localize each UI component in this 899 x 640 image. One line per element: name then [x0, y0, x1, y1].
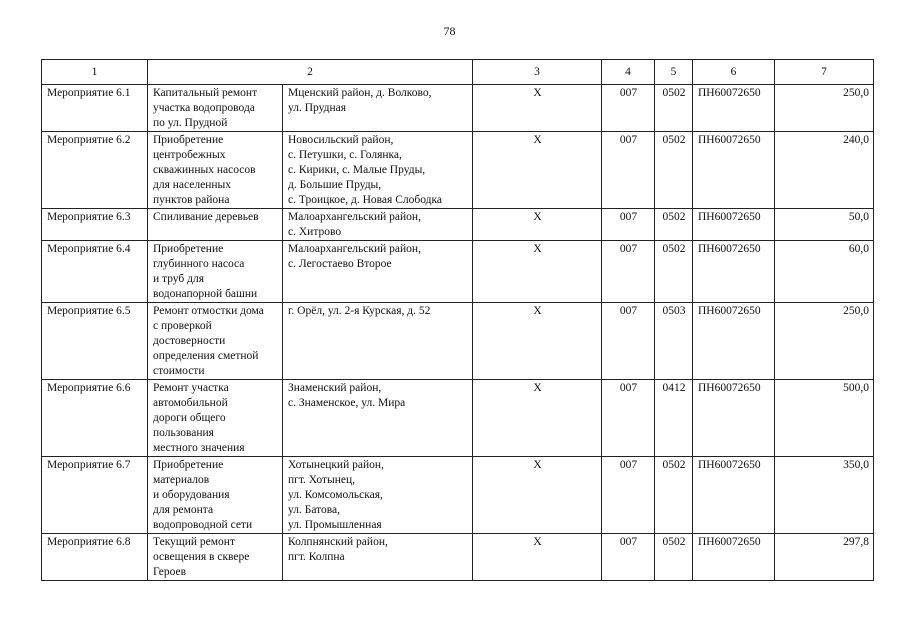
header-cell-7: 7	[775, 60, 874, 85]
amount-cell: 240,0	[775, 132, 874, 209]
activity-cell: Мероприятие 6.3	[42, 209, 148, 241]
location-cell: Малоархангельский район, с. Легостаево Второе	[283, 241, 473, 303]
activity-cell: Мероприятие 6.6	[42, 380, 148, 457]
col3-cell: X	[473, 380, 602, 457]
table-row	[42, 241, 874, 303]
header-cell-6: 6	[693, 60, 775, 85]
col3-cell: X	[473, 85, 602, 132]
amount-cell: 250,0	[775, 303, 874, 380]
table-row	[42, 132, 874, 209]
col5-cell: 0502	[655, 241, 693, 303]
location-cell: Колпнянский район, пгт. Колпна	[283, 534, 473, 581]
description-cell: Спиливание деревьев	[148, 209, 283, 241]
table-row	[42, 303, 874, 380]
description-cell: Приобретение материалов и оборудования для ремонта водопроводной сети	[148, 457, 283, 534]
col5-cell: 0502	[655, 85, 693, 132]
code-cell: ПН60072650	[693, 132, 775, 209]
code-cell: ПН60072650	[693, 303, 775, 380]
col4-cell: 007	[602, 209, 655, 241]
description-cell: Приобретение глубинного насоса и труб для водонапорной башни	[148, 241, 283, 303]
col3-cell: X	[473, 241, 602, 303]
amount-cell: 250,0	[775, 85, 874, 132]
header-cell-3: 3	[473, 60, 602, 85]
header-cell-5: 5	[655, 60, 693, 85]
col5-cell: 0412	[655, 380, 693, 457]
table-row	[42, 457, 874, 534]
location-cell: Мценский район, д. Волково, ул. Прудная	[283, 85, 473, 132]
table-row	[42, 85, 874, 132]
col5-cell: 0502	[655, 209, 693, 241]
activity-cell: Мероприятие 6.2	[42, 132, 148, 209]
col4-cell: 007	[602, 457, 655, 534]
code-cell: ПН60072650	[693, 209, 775, 241]
location-cell: г. Орёл, ул. 2-я Курская, д. 52	[283, 303, 473, 380]
code-cell: ПН60072650	[693, 85, 775, 132]
col4-cell: 007	[602, 132, 655, 209]
col3-cell: X	[473, 132, 602, 209]
code-cell: ПН60072650	[693, 380, 775, 457]
col5-cell: 0502	[655, 132, 693, 209]
amount-cell: 350,0	[775, 457, 874, 534]
table-row	[42, 534, 874, 581]
location-cell: Знаменский район, с. Знаменское, ул. Мира	[283, 380, 473, 457]
activity-cell: Мероприятие 6.7	[42, 457, 148, 534]
activities-table	[41, 59, 874, 581]
header-cell-2: 2	[148, 60, 473, 85]
activity-cell: Мероприятие 6.4	[42, 241, 148, 303]
location-cell: Хотынецкий район, пгт. Хотынец, ул. Комсомольская, ул. Батова, ул. Промышленная	[283, 457, 473, 534]
table-body	[42, 60, 874, 581]
col4-cell: 007	[602, 303, 655, 380]
table-header-row	[42, 60, 874, 85]
col3-cell: X	[473, 457, 602, 534]
col5-cell: 0503	[655, 303, 693, 380]
code-cell: ПН60072650	[693, 534, 775, 581]
activity-cell: Мероприятие 6.1	[42, 85, 148, 132]
page-number: 78	[443, 24, 456, 38]
description-cell: Текущий ремонт освещения в сквере Героев	[148, 534, 283, 581]
header-cell-1: 1	[42, 60, 148, 85]
amount-cell: 500,0	[775, 380, 874, 457]
col4-cell: 007	[602, 380, 655, 457]
description-cell: Ремонт отмостки дома с проверкой достоверности определения сметной стоимости	[148, 303, 283, 380]
table-row	[42, 209, 874, 241]
amount-cell: 60,0	[775, 241, 874, 303]
amount-cell: 50,0	[775, 209, 874, 241]
activity-cell: Мероприятие 6.5	[42, 303, 148, 380]
table-row	[42, 380, 874, 457]
col4-cell: 007	[602, 534, 655, 581]
code-cell: ПН60072650	[693, 457, 775, 534]
amount-cell: 297,8	[775, 534, 874, 581]
location-cell: Новосильский район, с. Петушки, с. Голянка, с. Кирики, с. Малые Пруды, д. Большие Пруды, с. Троицкое, д. Новая Слободка	[283, 132, 473, 209]
header-cell-4: 4	[602, 60, 655, 85]
col5-cell: 0502	[655, 534, 693, 581]
description-cell: Ремонт участка автомобильной дороги общего пользования местного значения	[148, 380, 283, 457]
code-cell: ПН60072650	[693, 241, 775, 303]
col4-cell: 007	[602, 85, 655, 132]
col3-cell: X	[473, 303, 602, 380]
description-cell: Капитальный ремонт участка водопровода по ул. Прудной	[148, 85, 283, 132]
description-cell: Приобретение центробежных скважинных насосов для населенных пунктов района	[148, 132, 283, 209]
col5-cell: 0502	[655, 457, 693, 534]
col3-cell: X	[473, 209, 602, 241]
col4-cell: 007	[602, 241, 655, 303]
location-cell: Малоархангельский район, с. Хитрово	[283, 209, 473, 241]
col3-cell: X	[473, 534, 602, 581]
activity-cell: Мероприятие 6.8	[42, 534, 148, 581]
